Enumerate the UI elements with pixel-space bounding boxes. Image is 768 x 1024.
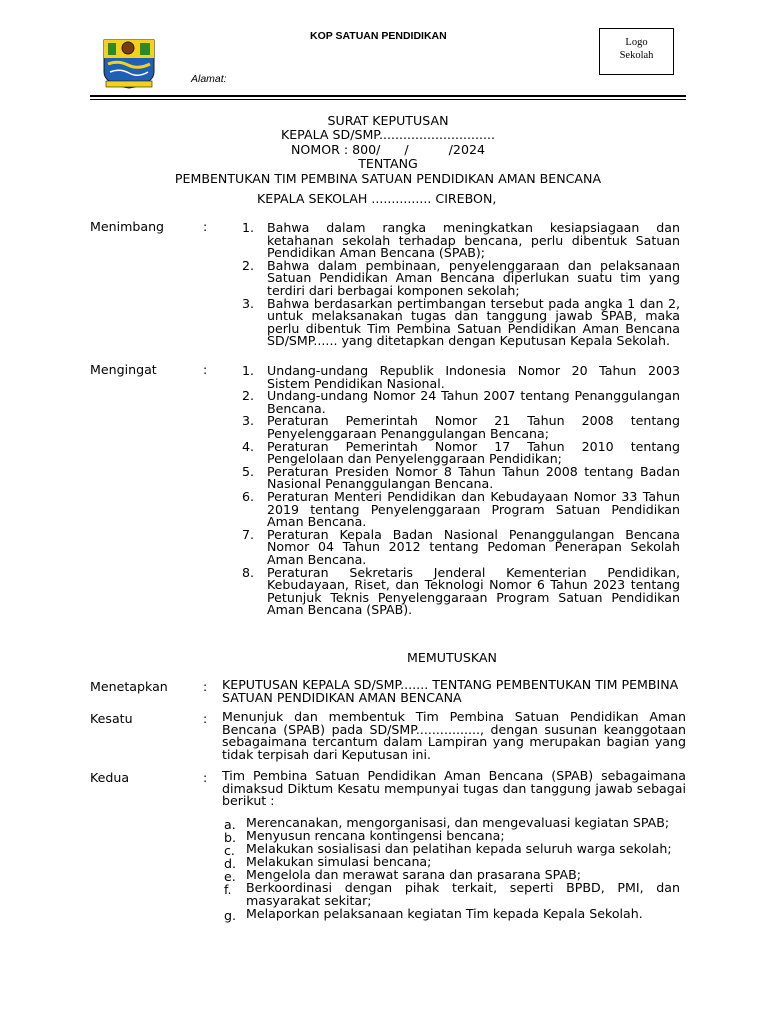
kedua-colon: : bbox=[203, 770, 208, 785]
list-item: f. Berkoordinasi dengan pihak terkait, seperti BPBD, PMI, dan masyarakat sekitar; bbox=[224, 880, 680, 908]
school-letterhead-title: KOP SATUAN PENDIDIKAN bbox=[310, 30, 447, 42]
list-item: e. Mengelola dan merawat sarana dan prasarana SPAB; bbox=[224, 867, 581, 884]
list-item: 4. Peraturan Pemerintah Nomor 17 Tahun 2010 tentang Pengelolaan dan Penyelenggaraan Pendidikan; bbox=[242, 438, 680, 467]
letterhead-rule-thin bbox=[90, 99, 686, 100]
list-item: 5. Peraturan Presiden Nomor 8 Tahun Tahun 2008 tentang Badan Nasional Penanggulangan Bencana. bbox=[242, 463, 680, 492]
heading-line: PEMBENTUKAN TIM PEMBINA SATUAN PENDIDIKAN AMAN BENCANA bbox=[174, 170, 602, 186]
regency-emblem-logo bbox=[100, 34, 158, 90]
kesatu-text: Menunjuk dan membentuk Tim Pembina Satuan Pendidikan Aman Bencana (SPAB) pada SD/SMP................, dengan susunan keanggotaan sebagaimana tercantum dalam Lampiran yang merupakan bagian yang tidak terpisah dari Keputusan ini. bbox=[222, 709, 686, 762]
heading-line: NOMOR : 800/ / /2024 bbox=[291, 141, 485, 157]
mengingat-colon: : bbox=[203, 362, 208, 377]
list-item: 6. Peraturan Menteri Pendidikan dan Kebudayaan Nomor 33 Tahun 2019 tentang Penyelenggaraan Program Satuan Pendidikan Aman Bencana. bbox=[242, 488, 680, 530]
kedua-label: Kedua bbox=[90, 770, 130, 785]
letterhead-rule-thick bbox=[90, 95, 686, 97]
list-item: 7. Peraturan Kepala Badan Nasional Penanggulangan Bencana Nomor 04 Tahun 2012 tentang Pedoman Penerapan Sekolah Aman Bencana. bbox=[242, 526, 680, 567]
school-logo-placeholder bbox=[599, 28, 674, 75]
address-label: Alamat: bbox=[191, 73, 227, 85]
list-item: a. Merencanakan, mengorganisasi, dan mengevaluasi kegiatan SPAB; bbox=[224, 815, 670, 832]
list-item: 2. Bahwa dalam pembinaan, penyelenggaraan dan pelaksanaan Satuan Pendidikan Aman Bencana diperlukan suatu tim yang terdiri dari berbagai komponen sekolah; bbox=[242, 257, 680, 298]
menetapkan-colon: : bbox=[203, 679, 208, 694]
menetapkan-label: Menetapkan bbox=[90, 679, 168, 694]
list-item: 3. Bahwa berdasarkan pertimbangan tersebut pada angka 1 dan 2, untuk melaksanakan tugas dan tanggung jawab SPAB, maka perlu dibentuk Tim Pembina Satuan Pendidikan Aman Bencana SD/SMP...... yang ditetapkan dengan Keputusan Kepala Sekolah. bbox=[242, 295, 680, 349]
heading-line: KEPALA SD/SMP............................. bbox=[280, 127, 496, 143]
menimbang-label: Menimbang bbox=[90, 219, 165, 234]
list-item: c. Melakukan sosialisasi dan pelatihan kepada seluruh warga sekolah; bbox=[224, 841, 672, 858]
menimbang-list bbox=[242, 222, 680, 348]
kedua-text: Tim Pembina Satuan Pendidikan Aman Bencana (SPAB) sebagaimana dimaksud Diktum Kesatu mempunyai tugas dan tanggung jawab sebagai berikut : bbox=[222, 768, 686, 809]
memutuskan-heading: MEMUTUSKAN bbox=[407, 650, 497, 665]
list-item: 2. Undang-undang Nomor 24 Tahun 2007 tentang Penanggulangan Bencana. bbox=[242, 388, 680, 416]
heading-line: TENTANG bbox=[358, 156, 418, 172]
menimbang-colon: : bbox=[203, 219, 208, 234]
kedua-duties-list bbox=[224, 815, 680, 923]
kesatu-label: Kesatu bbox=[90, 711, 133, 726]
principal-line: KEPALA SEKOLAH ............... CIREBON, bbox=[257, 191, 497, 206]
list-item: b. Menyusun rencana kontingensi bencana; bbox=[224, 828, 505, 845]
logo-placeholder-line-1: Logo bbox=[625, 37, 648, 48]
mengingat-list bbox=[242, 365, 680, 617]
list-item: 3. Peraturan Pemerintah Nomor 21 Tahun 2008 tentang Penyelenggaraan Penanggulangan Bencana; bbox=[242, 413, 680, 441]
list-item: g. Melaporkan pelaksanaan kegiatan Tim kepada Kepala Sekolah. bbox=[224, 906, 643, 923]
list-item: d. Melakukan simulasi bencana; bbox=[224, 854, 432, 871]
logo-placeholder-line-2: Sekolah bbox=[619, 50, 654, 61]
menetapkan-text: KEPUTUSAN KEPALA SD/SMP....... TENTANG PEMBENTUKAN TIM PEMBINA SATUAN PENDIDIKAN AMAN BENCANA bbox=[222, 677, 679, 705]
list-item: 8. Peraturan Sekretaris Jenderal Kementerian Pendidikan, Kebudayaan, Riset, dan Teknologi Nomor 6 Tahun 2023 tentang Petunjuk Teknis Penyelenggaraan Program Satuan Pendidikan Aman Bencana (SPAB). bbox=[242, 564, 680, 618]
list-item: 1. Bahwa dalam rangka meningkatkan kesiapsiagaan dan ketahanan sekolah terhadap bencana, perlu dibentuk Satuan Pendidikan Aman Bencana (SPAB); bbox=[242, 220, 680, 261]
list-item: 1. Undang-undang Republik Indonesia Nomor 20 Tahun 2003 Sistem Pendidikan Nasional. bbox=[242, 363, 680, 391]
decree-heading bbox=[90, 114, 686, 186]
mengingat-label: Mengingat bbox=[90, 362, 157, 377]
kesatu-colon: : bbox=[203, 711, 208, 726]
heading-line: SURAT KEPUTUSAN bbox=[327, 113, 449, 128]
